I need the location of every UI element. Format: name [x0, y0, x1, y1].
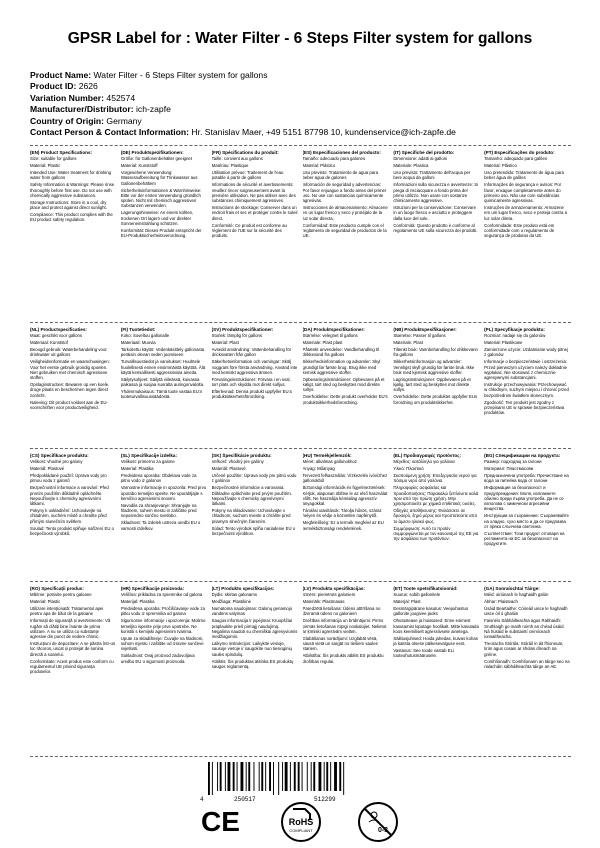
spec-row-1 [30, 150, 571, 318]
barcode-bar [228, 762, 231, 791]
spec-line: Dydis: skirtas galonams [211, 592, 258, 598]
spec-line: Säkerhetsinformation och varningar: Skölj noggrant före första användning. Använd inte med kemiskt aggressiva ämnen. [211, 359, 298, 375]
spec-block [393, 586, 480, 754]
spec-line: Conformità: Questo prodotto è conforme al regolamento UE sulla sicurezza dei prodotti. [393, 222, 478, 233]
spec-line: Størrelse: velegnet til gallons [302, 333, 358, 339]
spec-heading: (DA) Produktspecifikationer: [302, 327, 365, 332]
spec-heading: (IT) Specifiche del prodotto: [393, 150, 455, 155]
spec-line: Размер: подходящ за галони [484, 459, 542, 465]
compliance-marks [193, 800, 408, 844]
spec-line: Atbilstība: Šis produkts atbilst ES produktu drošības regulai. [302, 653, 384, 664]
info-product-name: Product Name: Water Filter - 6 Steps Filter system for gallons [30, 70, 268, 80]
spec-line: Sicherheitsinformationen & Warnhinweise: Bitte vor der ersten Verwendung gründlich spülen. Nicht mit chemisch aggressiven Substanzen verwenden. [120, 187, 202, 209]
spec-heading: (SV) Produktspecifikationer: [211, 327, 274, 332]
spec-line: Glabāšanas norādījumi: Uzglabāt vēsā, sausā vietā un sargāt no tiešiem saules stariem. [302, 635, 378, 652]
spec-heading: (LV) Produkta specifikācijas: [302, 586, 365, 591]
spec-line: Tárolási utasítások: Tárolja hűvös, száraz helyen és védje a közvetlen napfénytől. [302, 508, 382, 519]
spec-line: Größe: für Gallonenbehälter geeignet [120, 156, 193, 162]
barcode-bar [330, 762, 331, 791]
spec-line: Предназначена употреба: Пречистване на вода за питейна вода от галони [484, 473, 569, 484]
spec-line: Materiał: Plastikowe [484, 340, 523, 346]
spec-line: Información de seguridad y advertencias: Por favor enjuague a fondo antes del primer uso. No use con sustancias químicamente agresivas. [302, 182, 387, 204]
spec-line: Taille: convient aux gallons [211, 156, 263, 162]
spec-line: Οδηγίες αποθήκευσης: Φυλάσσετε σε δροσερό, ξηρό μέρος και προστατεύετε από το άμεσο ηλιακό φως. [393, 508, 477, 524]
spec-line: Materijal: Plastika [120, 599, 155, 605]
divider [30, 322, 571, 323]
spec-line: Megfelelőség: Ez a termék megfelel az EU termékbiztonsági rendeletének. [302, 520, 384, 531]
spec-line: Bezpečnostné informácie a varovania: Dôkladne opláchnite pred prvým použitím. Nepoužívajte s chemicky agresívnymi látkami. [211, 485, 292, 507]
spec-line: Maat: geschikt voor gallons [30, 333, 83, 339]
product-info [30, 70, 456, 138]
spec-line: Instrukcje przechowywania: Przechowywać w chłodnym, suchym miejscu i chronić przed bezpośrednim światłem słonecznym. [484, 382, 569, 398]
barcode-bar [290, 762, 291, 791]
spec-heading: (NL) Productspecificaties: [30, 327, 87, 332]
spec-line: Materiál: Plastové [30, 466, 65, 472]
barcode-bar [261, 762, 263, 791]
spec-line: Instrucciones de almacenamiento: Almacene en un lugar fresco y seco y protéjalo de la luz solar directa. [302, 205, 388, 221]
spec-line: Konformität: Dieses Produkt entspricht der EU-Produktsicherheitsverordnung. [120, 227, 202, 239]
spec-heading: (LT) Produkto specifikacijos: [211, 586, 275, 591]
barcode-bar [208, 762, 210, 795]
spec-block [121, 327, 208, 445]
barcode-bar [237, 762, 238, 791]
spec-line: Size: suitable for gallons [30, 156, 77, 162]
spec-line: Méret: alkalmas gallonokhoz [302, 459, 357, 465]
spec-row-3 [30, 453, 571, 578]
spec-line: Veličina: prikladna za spremnike od galona [120, 592, 203, 598]
spec-line: Sigurnosne informacije i upozorenja: Molimo temeljito isperite prije prve upotrebe. Ne koristiti s kemijski agresivnim tvarima. [120, 618, 206, 634]
spec-heading: (ES) Especificaciones del producto: [302, 150, 381, 155]
spec-line: Dimensione: adatti ai galloni [393, 156, 448, 162]
barcode-bar [212, 762, 213, 795]
spec-line: Lagerungshinweise: An einem kühlen, trockenen Ort lagern und vor direkter Sonneneinstrahlung schützen. [120, 210, 194, 226]
spec-line: Medžiaga: Plastikinė [211, 599, 252, 605]
spec-block [121, 586, 208, 754]
svg-text:0-3: 0-3 [377, 827, 389, 834]
spec-line: Overholdelse: Dette produktet oppfyller EUs forordning om produktsikkerhet. [393, 394, 478, 405]
barcode-bar [324, 762, 325, 791]
spec-line: Informații de siguranță și avertismente: Vă rugăm să clătiți bine înainte de prima utilizare. A nu se utiliza cu substanțe agresive din punct de vedere chimic. [30, 618, 111, 640]
spec-line: Overholdelse: Dette produkt overholder EU's produktsikkerhedsforordning. [302, 394, 388, 405]
spec-line: Určené použitie: Úprava vody pre pitnú vodu z galónov [211, 473, 297, 484]
barcode-bar [233, 762, 235, 791]
spec-line: Instructions de stockage: Conserver dans un endroit frais et sec et protéger contre le soleil direct. [211, 205, 298, 221]
spec-line: Πληροφορίες ασφαλείας και προειδοποιήσεις: Παρακαλώ ξεπλύνετε καλά πριν από την πρώτη χρήση. Μην χρησιμοποιείτε με χημικά επιθετικές ουσίες. [393, 485, 479, 507]
spec-line: Veľkosť: vhodný pre galóny [211, 459, 264, 465]
spec-line: Istruzioni per la conservazione: Conservare in un luogo fresco e asciutto e proteggere dalla luce del sole. [393, 205, 476, 221]
spec-heading: (CS) Specifikace produktu: [30, 453, 89, 458]
spec-line: Lagringsinstruksjoner: Oppbevares på et kjølig, tørt sted og beskyttes mot direkte sollys. [393, 376, 471, 393]
spec-line: Informations de sécurité et avertissements: Veuillez rincer soigneusement avant la première utilisation. Ne pas utiliser avec des substances chimiquement agressives. [211, 182, 296, 204]
svg-text:RoHS: RoHS [288, 817, 314, 827]
barcode-bar [298, 762, 300, 791]
barcode-bar [225, 762, 226, 791]
spec-line: Sikkerhetsinformasjon og advarsler: Vennligst skyll grundig før første bruk. Ikke bruk med kjemisk aggressive stoffer. [393, 359, 475, 375]
spec-line: Yhdenmukaisuus: Tämä tuote vastaa EU:n tuoteturvallisuussäädöstä. [120, 388, 203, 400]
spec-line: Faisnéis Sábháilteachta agus Rabhaidh: Sruthlaigh go maith roimh an chéad úsáid. Ná húsáid le substaintí ceimiceach ionsaitheacha. [484, 618, 565, 640]
spec-line: Koko: Soveltuu gallonalle [120, 333, 170, 339]
spec-line: Materiāls: Plastmasas [302, 599, 345, 605]
spec-line: Tamaño: adecuado para galones [302, 156, 366, 162]
spec-line: Material: Kunststoff [120, 163, 158, 169]
spec-line: Материал: Пластмасови [484, 466, 534, 472]
spec-heading: (FR) Spécifications du produit: [211, 150, 279, 155]
spec-block [303, 453, 390, 578]
spec-heading: (PL) Specyfikacje produktu: [484, 327, 545, 332]
spec-line: Uso pretendido: Tratamento de água para beber água de galões [484, 170, 564, 181]
spec-line: Tamanho: adequado para galões [484, 156, 547, 162]
spec-line: Ohutusteave ja hoiatused: Enne esimest kasutamist loputage hoolikalt. Mitte kasutada koos keemiliselt agressiivsete ainetega. [393, 618, 479, 634]
spec-heading: (SL) Specifikacije izdelka: [120, 453, 177, 458]
barcode-bar [294, 762, 296, 791]
spec-line: Conformitate: Acest produs este conform cu regulamentul UE privind siguranța produselor. [30, 658, 114, 675]
spec-line: Pokyny k uskladnění: Uchovávejte na chladném, suchém místě a chraňte před přímým slunečním světlem. [30, 508, 107, 524]
spec-line: Υλικό: Πλαστικό [393, 466, 424, 472]
barcode-right-group: 512299 [314, 796, 336, 803]
spec-line: Material: Plástico [484, 163, 517, 169]
spec-line: Informacje o bezpieczeństwie i ostrzeżenia: Przed pierwszym użyciem należy dokładnie wypłukać. Nie stosować z chemicznie agresywnymi substancjami. [484, 359, 568, 381]
rohs-mark [282, 803, 320, 841]
divider [30, 448, 571, 449]
spec-line: Saugos informacija ir įspėjimai: Kruopščiai praplaukite prieš pirmąjį naudojimą. Negalima naudoti su chemiškai agresyviomis medžiagomis. [211, 618, 298, 640]
spec-line: Tervezett felhasználás: Vízkezelés ivóvízhez gallonokból [302, 473, 388, 484]
spec-line: Atitiktis: Šis produktas atitinka ES produktų saugos reglamentą. [211, 658, 294, 669]
spec-line: Informações de segurança e avisos: Por favor, enxague completamente antes do primeiro uso. Não use com substâncias quimicamente agressivas. [484, 182, 562, 204]
barcode-bar [217, 762, 218, 791]
barcode-bar [319, 762, 322, 791]
spec-line: Säilytysohjeet: Säilytä viileässä, kuivassa paikassa ja suojaa suoralta auringonvalolta. [120, 376, 205, 388]
spec-line: Pokyny na skladovanie: Uchovávajte v chladnom, suchom mieste a chráňte pred priamym slnečným žiarením. [211, 508, 291, 524]
barcode-bar [285, 762, 288, 791]
spec-line: Soulad: Tento produkt splňuje nařízení EU o bezpečnosti výrobků. [30, 525, 115, 536]
spec-line: Velikost: primerno za galone [120, 459, 175, 465]
barcode-bar [265, 762, 266, 791]
barcode-bar [254, 762, 255, 791]
spec-line: Utilisation prévue: Traitement de l'eau potable à partir de gallons [211, 170, 284, 181]
spec-line: Materiale: Plast [393, 340, 423, 346]
spec-line: Sukladnost: Ovaj proizvod zadovoljava uredbu EU o sigurnosti proizvoda. [120, 653, 195, 664]
spec-line: Μέγεθος: κατάλληλο για γαλόνια [393, 459, 455, 465]
spec-line: Drošības informācija un brīdinājumi: Pirms pirmās lietošanas rūpīgi noskalojiet. Nelietot ar ķīmiski agresīvām vielām. [302, 618, 387, 634]
spec-line: Předpokládané použití: Úprava vody pro pitnou vodu z galonů [30, 473, 107, 484]
spec-heading: (PT) Especificações do produto: [484, 150, 555, 155]
spec-heading: (RO) Specificații produs: [30, 586, 84, 591]
barcode-bar [241, 762, 244, 791]
spec-block [393, 453, 480, 578]
spec-line: Material: Plastic [30, 163, 61, 169]
spec-line: Treoracha Stórála: Stóráil in áit fhionnuar, tirim agus cosain ar sholas díreach na gréine. [484, 641, 564, 657]
divider [30, 581, 571, 582]
barcode-bar [248, 762, 250, 791]
spec-block [303, 586, 390, 754]
spec-line: Anyag: Műanyag [302, 466, 335, 472]
spec-line: Sikkerhedsinformation og advarsler: Skyl grundigt før første brug. Brug ikke med kemisk aggressive stoffer. [302, 359, 381, 375]
spec-line: Tiltenkt bruk: Vannbehandling for drikkevann fra gallons [393, 347, 478, 358]
spec-block [484, 453, 571, 578]
barcode-bar [334, 762, 337, 791]
barcode-bar [343, 762, 344, 795]
svg-text:CE: CE [201, 806, 240, 837]
spec-line: Uso previsto: Trattamento dell'acqua per bere acqua da galloni [393, 170, 471, 181]
spec-line: Predvidena uporaba: Obdelava vode za pitno vodo iz galonov [120, 473, 197, 484]
spec-line: Ábhar: Plaisteach [484, 599, 518, 605]
spec-line: Skladnost: Ta izdelek ustreza uredbi EU o varnosti izdelkov. [120, 520, 201, 531]
spec-block [212, 453, 299, 578]
spec-block [212, 586, 299, 754]
divider [30, 145, 571, 146]
barcode-bar [246, 762, 247, 791]
spec-heading: (HR) Specifikacije proizvoda: [120, 586, 185, 591]
spec-line: Инструкции за съхранение: Съхранявайте на хладно, сухо място и да се предпазва от пряка слънчева светлина. [484, 513, 569, 529]
spec-line: Съответствие: Този продукт отговаря на регламента на ЕС за безопасност на продуктите. [484, 530, 565, 547]
spec-line: Matériau: Plastique [211, 163, 249, 169]
spec-line: Materiaali: Muovia [120, 340, 156, 346]
spec-heading: (FI) Tuotetiedot: [120, 327, 156, 332]
spec-block [30, 327, 117, 445]
spec-line: Súlad: Tento výrobok spĺňa nariadenie EÚ o bezpečnosti výrobkov. [211, 525, 296, 536]
spec-heading: (EN) Product Specifications: [30, 150, 93, 155]
spec-line: Velikost: vhodné pro galony [30, 459, 83, 465]
spec-line: Material: Plastika [120, 466, 154, 472]
spec-line: Efterlevnad: Denna produkt uppfyller EU:s produktsäkerhetsförordning. [211, 388, 292, 400]
info-country-of-origin: Country of Origin: Germany [30, 115, 142, 126]
spec-line: Upute za skladištenje: Čuvajte na hladnom, suhom mjestu i zaštitite od izravne sunčeve svjetlosti. [120, 635, 204, 652]
spec-line: Turvallisuustiedot ja varoitukset: Huuhtele huolellisesti ennen ensimmäistä käyttöä. Älä käytä kemiallisesti aggressiivisia aineita. [120, 359, 206, 375]
barcode-bar [339, 762, 341, 791]
spec-line: Vastavus: See toode vastab ELi tooteohutusmäärusele. [393, 647, 454, 659]
spec-line: Laikymo instrukcijos: Laikykite vėsioje, sausoje vietoje ir saugokite nuo tiesioginių saulės spindulių. [211, 641, 292, 657]
spec-line: Storlek: lämplig för gallons [211, 333, 263, 339]
spec-line: Izmērs: piemērots galoniem [302, 592, 356, 598]
spec-line: Rozmiar: nadaje się do galonów [484, 333, 546, 339]
barcode-bar [313, 762, 315, 791]
spec-block [303, 327, 390, 445]
spec-block [484, 327, 571, 445]
spec-heading: (HU) Termékjellemzők: [302, 453, 352, 458]
barcode-bar [282, 762, 283, 791]
age-warning-icon [359, 803, 397, 841]
spec-block [393, 327, 480, 445]
spec-line: Varnostne informacije in opozorila: Pred prvo uporabo temeljito sperite. Ne uporabljajte s kemično agresivnimi snovmi. [120, 485, 207, 501]
spec-block [484, 150, 571, 318]
barcode [206, 762, 374, 795]
barcode-bar [273, 762, 274, 795]
ce-mark [201, 806, 240, 837]
spec-line: Materjal: Plast [393, 599, 421, 605]
spec-line: Storage Instructions: Store in a cool, dry place and protect against direct sunlight. [30, 199, 107, 211]
spec-line: Material: Plástico [302, 163, 336, 169]
spec-heading: (NB) Produktspesifikasjoner: [393, 327, 457, 332]
spec-line: Информация за безопасност и предупреждения: Моля, изплакнете обилно преди първа употреба. Да не се използва с химически агресивни вещества. [484, 485, 564, 512]
spec-block [303, 150, 390, 318]
spec-line: Beoogd gebruik: Waterbehandeling voor drinkwater uit gallons [30, 347, 107, 358]
spec-heading: (ET) Toote spetsifikatsioonid: [393, 586, 458, 591]
page-title: GPSR Label for : Water Filter - 6 Steps Filter system for gallons [67, 30, 533, 47]
spec-heading: (GA) Sonraíochtaí Táirge: [484, 586, 540, 591]
spec-block [121, 150, 208, 318]
spec-line: Instruções de armazenamento: Armazene em um lugar fresco, seco e proteja contra a luz solar direta. [484, 205, 568, 221]
spec-line: Numatoma naudojimas: Galonų geriamojo vandens valymas [211, 606, 293, 617]
spec-line: Utilizare intenționată: Tratamentul apei pentru apa de băut de la galoane [30, 606, 104, 617]
spec-line: Conformidade: Este produto está em conformidade com o regulamento de segurança de produtos da UE. [484, 222, 555, 239]
spec-line: Materiale: Plastica [393, 163, 429, 169]
spec-block [212, 327, 299, 445]
spec-line: Méid: oiriúnach le haghaidh galún [484, 592, 549, 598]
info-manufacturer: Manufacturer/Distributor: ich-zapfe [30, 104, 171, 115]
spec-line: Veiligheidsinformatie en waarschuwingen: Voor het eerste gebruik grondig spoelen. Niet gebruiken met chemisch agressieve stoffen. [30, 359, 110, 381]
spec-line: Materiaal: Kunststof [30, 340, 68, 346]
barcode-first-digit: 4 [200, 796, 204, 803]
divider [30, 756, 571, 757]
spec-block [30, 453, 117, 578]
barcode-bar [302, 762, 303, 791]
spec-line: Zgodność: Ten produkt jest zgodny z przepisami UE w sprawie bezpieczeństwa produktów. [484, 399, 565, 416]
spec-line: Predviđena uporaba: Pročišćavanje vode za pitku vodu iz spremnika od galona [120, 606, 205, 617]
barcode-left-group: 250517 [234, 796, 256, 803]
info-variation-number: Variation Number: 452574 [30, 92, 136, 103]
spec-line: Συμμόρφωση: Αυτό το προϊόν συμμορφώνεται με τον κανονισμό της ΕΕ για την ασφάλεια των προϊόντων. [393, 525, 479, 542]
spec-line: Opbevaringsinstruktioner: Opbevares på et køligt, tørt sted og beskyttes mod direkte sollys. [302, 376, 385, 393]
spec-line: Material: Plastic [30, 599, 61, 605]
spec-line: Uso previsto: Tratamiento de agua para beber agua de galones [302, 170, 378, 181]
spec-line: Säilitusjuhised: Hoida jahedas, kuivas kohas ja kaitsta otsese päikesevalguse eest. [393, 635, 478, 647]
spec-line: Mărime: potrivite pentru galoane [30, 592, 92, 598]
barcode-bar [220, 762, 222, 791]
spec-line: Informazioni sulla sicurezza e avvertenze: Si prega di risciacquare a fondo prima del primo utilizzo. Non usare con sostanze chimicamente aggressive. [393, 182, 479, 204]
barcode-bar [269, 762, 271, 791]
spec-line: Paredzētā lietošana: Ūdens attīrīšana no dzeramā ūdens no galoniem [302, 606, 381, 617]
spec-line: Instrucțiuni de depozitare: A se păstra într-un loc răcoros, uscat și protejat de lumina directă a soarelui. [30, 641, 116, 657]
spec-line: Suurus: sobib gallonitele [393, 592, 441, 598]
info-product-id: Product ID: 2626 [30, 81, 98, 92]
spec-block [121, 453, 208, 578]
spec-line: Materiale: Plast plast [302, 340, 343, 346]
spec-line: Påtænkt anvendelse: Vandbehandling til drikkevand fra gallons [302, 347, 380, 358]
spec-line: Conformité: Ce produit est conforme au règlement de l'UE sur la sécurité des produits. [211, 222, 287, 239]
spec-row-4 [30, 586, 571, 754]
spec-heading: (EL) Προδιαγραφές προϊόντος: [393, 453, 462, 458]
spec-line: Vorgesehene Verwendung: Wasseraufbereitung für Trinkwasser aus Gallonenbehältern [120, 170, 198, 186]
spec-line: Safety Information & Warnings: Please rinse thoroughly before first use. Do not use with chemically aggressive substances. [30, 182, 115, 198]
spec-heading: (SK) Špecifikácie produktu: [211, 453, 272, 458]
svg-text:COMPLIANT: COMPLIANT [289, 828, 313, 833]
spec-line: Comhlíonadh: Comhlíonann an táirge seo na rialacháin sábháilteachta táirge an AE. [484, 658, 570, 669]
spec-line: Conformidad: Este producto cumple con el reglamento de seguridad de productos de la UE. [302, 222, 387, 239]
spec-line: Materiál: Plastové [211, 466, 246, 472]
spec-line: Avsedd användning: Vattenbehandling för dricksvatten från gallon [211, 347, 292, 358]
spec-line: Naleving: Dit product voldoet aan de EU-voorschriften voor productveiligheid. [30, 399, 108, 410]
spec-line: Navodila za shranjevanje: Shranjujte na hladnem, suhem mestu in zaščitite pred neposredno sončno svetlobo. [120, 502, 197, 519]
spec-row-2 [30, 327, 571, 445]
spec-line: Eesmärgipärane kasutus: Veepuhastus gallonite joogivee jaoks [393, 606, 469, 617]
spec-block [484, 586, 571, 754]
spec-block [30, 586, 117, 754]
spec-line: Størrelse: Passer til gallons [393, 333, 446, 339]
spec-line: Intended Use: Water treatment for drinking water from gallons [30, 170, 112, 181]
spec-heading: (DE) Produktspezifikationen: [120, 150, 184, 155]
spec-line: Compliance: This product complies with the EU product safety regulation. [30, 211, 113, 223]
spec-line: Biztonsági információk és figyelmeztetések: Kérjük, alaposan öblítse le az első használat előtt. Ne használja kémiailag agresszív anyagokkal. [302, 485, 388, 507]
spec-line: Σκοπούμενη χρήση: Επεξεργασία νερού για πόσιμο νερό από γαλόνια [393, 473, 477, 484]
spec-line: Förvaringsinstruktioner: Förvara i en sval, torr plats och skydda mot direkt solljus. [211, 376, 291, 388]
spec-line: Tarkoitettu käyttö: Vedenkäsittely gallonasta peräisin olevan veden juomiseen [120, 347, 205, 358]
spec-line: Opslaginstructies: Bewaren op een koele, droge plaats en beschermen tegen direct zonlicht. [30, 382, 110, 398]
barcode-bar [326, 762, 328, 791]
barcode-bar [307, 762, 308, 791]
spec-line: Úsáid Beartaithe: Cóireáil uisce le haghaidh uisce óil ó ghalúin [484, 606, 568, 617]
barcode-bar [259, 762, 260, 791]
spec-block [212, 150, 299, 318]
info-contact: Contact Person & Contact Information: Hr. Stanislav Maer, +49 5151 87798 10, kundenservice@ich-zapfe.de [30, 127, 456, 138]
spec-block [30, 150, 117, 318]
spec-block [393, 150, 480, 318]
spec-line: Material: Plast [211, 340, 239, 346]
barcode-bar [311, 762, 312, 791]
spec-heading: (BG) Спецификации на продукта: [484, 453, 561, 458]
barcode-bar [278, 762, 279, 795]
spec-line: Bezpečnostní informace a varování: Před prvním použitím důkladně opláchněte. Nepoužívejte s chemicky agresivními látkami. [30, 485, 109, 507]
spec-line: Zamierzone użycie: Uzdatnianie wody pitnej z galonów [484, 347, 568, 358]
